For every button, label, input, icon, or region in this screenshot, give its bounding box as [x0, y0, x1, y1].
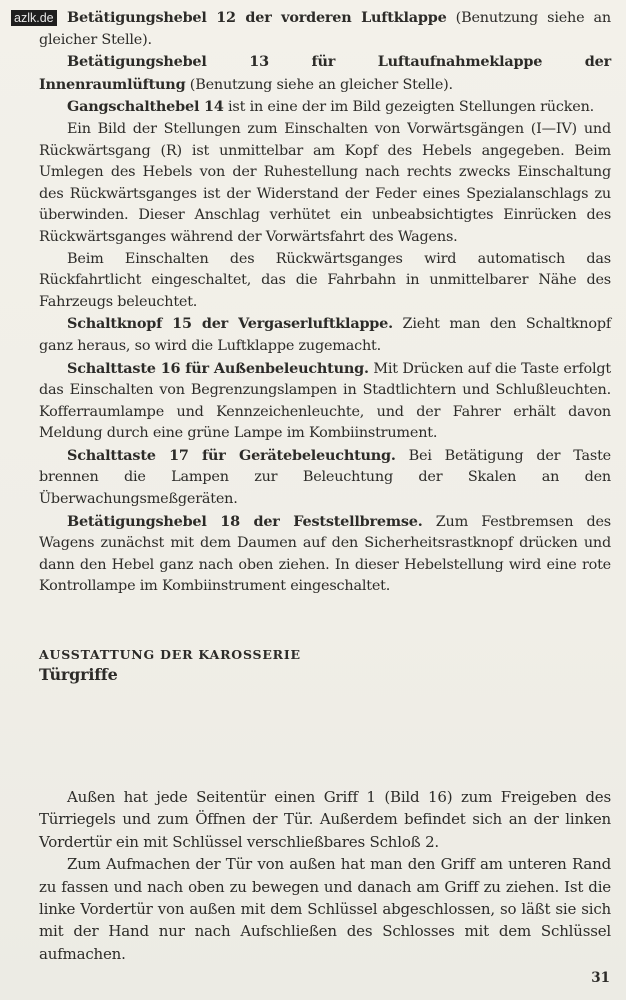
- paragraph-18: [39, 511, 611, 598]
- paragraph-15-text: Zieht man den Schaltknopf ganz heraus, so wird die Luftklappe zugemacht.: [39, 316, 611, 354]
- paragraph-14-text: ist in eine der im Bild gezeigten Stellungen rücken.: [223, 99, 595, 116]
- paragraph-16-title: Schalttaste 16 für Außenbeleuchtung.: [67, 359, 369, 377]
- section-gap: [39, 598, 611, 645]
- paragraph-18-title: Betätigungshebel 18 der Feststellbremse.: [67, 512, 423, 530]
- paragraph-14: [39, 96, 611, 119]
- door-handles-text: [39, 786, 611, 965]
- paragraph-12-title: Betätigungshebel 12 der vorderen Luftklappe: [67, 9, 447, 26]
- paragraph-17-text: Bei Betätigung der Taste brennen die Lampen zur Beleuchtung der Skalen an den Überwachungsmeßgeräten.: [39, 447, 611, 508]
- door-handle-paragraph-1: Außen hat jede Seitentür einen Griff 1 (Bild 16) zum Freigeben des Türriegels und zum Öffnen der Tür. Außerdem befindet sich an der linken Vordertür ein mit Schlüssel verschließbares Schloß 2.: [39, 788, 611, 851]
- paragraph-16: [39, 358, 611, 445]
- paragraph-12: [39, 7, 611, 51]
- paragraph-17: [39, 445, 611, 511]
- paragraph-12-text: (Benutzung siehe an gleicher Stelle).: [39, 10, 612, 48]
- paragraph-reverse-light: [39, 249, 611, 314]
- paragraph-13-title: Betätigungshebel 13 für Luftaufnahmeklappe der Innenraumlüftung: [39, 53, 611, 93]
- page-number: 31: [591, 970, 610, 986]
- paragraph-gear-positions: [39, 119, 611, 249]
- subheading: Türgriffe: [39, 665, 118, 685]
- paragraph-18-text: Zum Festbremsen des Wagens zunächst mit dem Daumen auf den Sicherheitsrastknopf drücken und dann den Hebel ganz nach oben ziehen. In dieser Hebelstellung wird eine rote Kontrollampe im Kombiinstrument eingeschaltet.: [39, 513, 611, 595]
- body-text: [39, 7, 611, 685]
- paragraph-reverse-light-text: Beim Einschalten des Rückwärtsganges wird automatisch das Rückfahrtlicht eingeschaltet, das die Fahrbahn in unmittelbarer Nähe des Fahrzeugs beleuchtet.: [39, 250, 611, 310]
- paragraph-16-text: Mit Drücken auf die Taste erfolgt das Einschalten von Begrenzungslampen in Stadtlichtern und Schlußleuchten. Kofferraumlampe und Kennzeichenleuchte, und der Fahrer erhält davon Meldung durch eine grüne Lampe im Kombiinstrument.: [39, 360, 611, 442]
- paragraph-15: [39, 313, 611, 357]
- watermark: azlk.de: [11, 10, 57, 26]
- door-handle-paragraph-2: Zum Aufmachen der Tür von außen hat man den Griff am unteren Rand zu fassen und nach oben zu bewegen und danach am Griff zu ziehen. Ist die linke Vordertür von außen mit dem Schlüssel abgeschlossen, so läßt sie sich mit der Hand nur nach Aufschließen des Schlosses mit dem Schlüssel aufmachen.: [39, 855, 611, 963]
- paragraph-gear-positions-text: Ein Bild der Stellungen zum Einschalten von Vorwärtsgängen (I—IV) und Rückwärtsgang (R) ist unmittelbar am Kopf des Hebels angegeben. Beim Umlegen des Hebels von der Ruhestellung nach rechts zwecks Einschaltung des Rückwärtsganges ist der Widerstand der Feder eines Spezialanschlags zu überwinden. Dieser Anschlag verhütet ein unbeabsichtigtes Einrücken des Rückwärtsganges während der Vorwärtsfahrt des Wagens.: [39, 120, 611, 245]
- paragraph-13: [39, 51, 611, 96]
- section-heading: AUSSTATTUNG DER KAROSSERIE: [39, 647, 301, 663]
- paragraph-17-title: Schalttaste 17 für Gerätebeleuchtung.: [67, 446, 396, 464]
- paragraph-13-text: (Benutzung siehe an gleicher Stelle).: [185, 76, 453, 93]
- paragraph-14-title: Gangschalthebel 14: [67, 98, 224, 116]
- paragraph-15-title: Schaltknopf 15 der Vergaserluftklappe.: [67, 315, 393, 333]
